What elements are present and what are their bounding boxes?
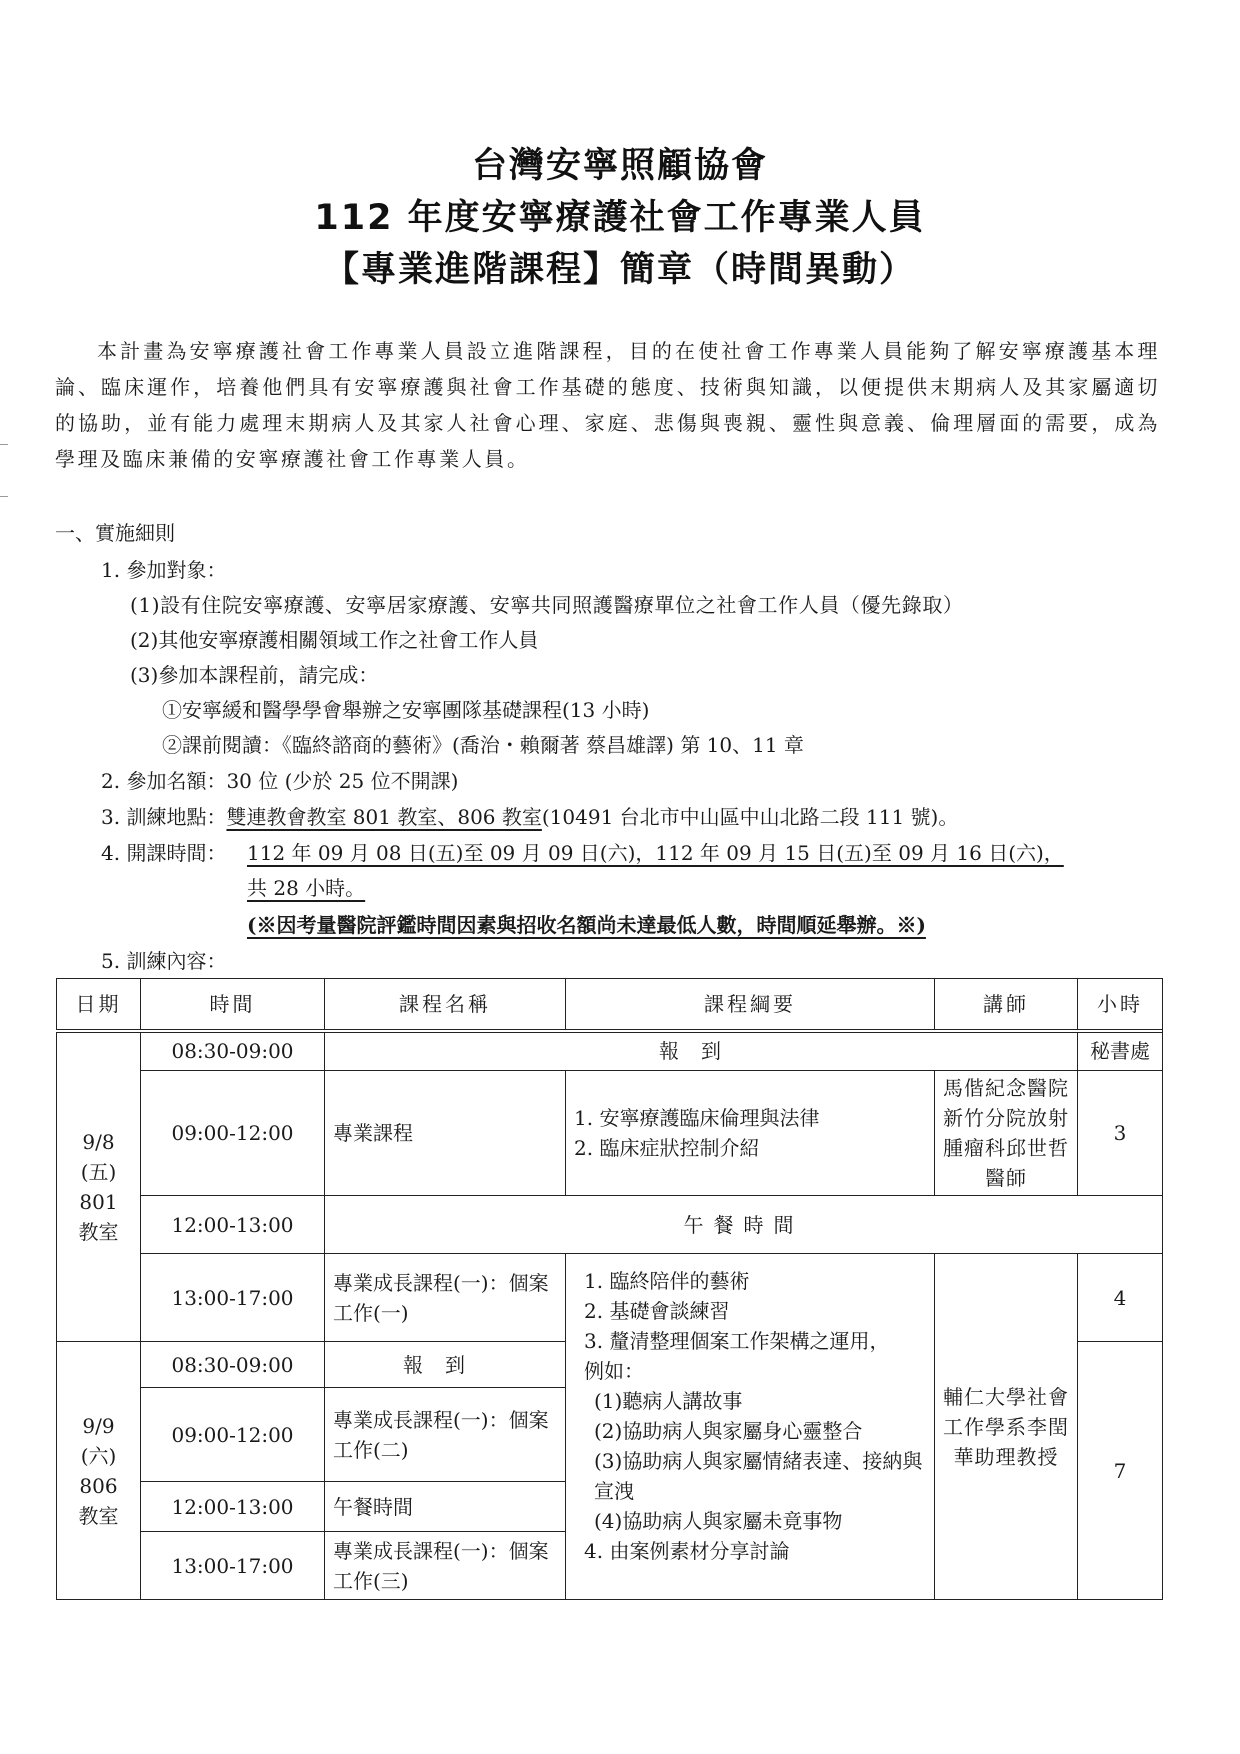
scan-margin-mark [0,444,8,445]
item2 [101,768,458,794]
time-cell: 09:00-12:00 [141,1071,325,1196]
shared-outline-cell [566,1254,935,1600]
course-cell: 專業成長課程(一)：個案工作(三) [325,1532,566,1600]
outline-line: (4)協助病人與家屬未竟事物 [594,1509,843,1533]
outline-line: 2. 臨床症狀控制介紹 [574,1136,760,1160]
table-row [57,1196,1163,1254]
scan-margin-mark [0,496,8,497]
time-cell: 08:30-09:00 [141,1031,325,1071]
item1-sub1: (1)設有住院安寧療護、安寧居家療護、安寧共同照護醫療單位之社會工作人員（優先錄取） [130,593,964,617]
day2-weekday: (六) [80,1443,117,1468]
course-cell: 專業成長課程(一)：個案工作(一) [325,1254,566,1342]
shared-lecturer-cell: 輔仁大學社會工作學系李閏華助理教授 [935,1254,1078,1600]
item2-value: 30 位 (少於 25 位不開課) [226,769,459,793]
item3 [101,804,958,830]
item4-line1: 112 年 09 月 08 日(五)至 09 月 09 日(六)，112 年 09 月 15 日(五)至 09 月 16 日(六)， [247,841,1064,865]
outline-line: 1. 安寧療護臨床倫理與法律 [574,1106,820,1130]
item4-line2: 共 28 小時。 [247,876,366,900]
outline-line: 1. 臨終陪伴的藝術 [584,1269,750,1293]
outline-cell [566,1071,935,1196]
program-title: 112 年度安寧療護社會工作專業人員 [314,198,926,238]
outline-line: 3. 釐清整理個案工作架構之運用，例如： [584,1329,890,1383]
day2-room: 806 [79,1473,118,1498]
item1-sub3b: ②課前閱讀：《臨終諮商的藝術》(喬治・賴爾著 蔡昌雄譯) 第 10、11 章 [162,733,804,757]
lunch-merged-cell: 午餐時間 [325,1196,1163,1254]
item2-label: 2. 參加名額： [101,769,227,793]
day2-date: 9/9 [82,1413,115,1438]
time-cell: 08:30-09:00 [141,1342,325,1388]
checkin-merged-cell: 報到 [325,1031,1078,1071]
course-title: 【專業進階課程】簡章（時間異動） [323,250,916,290]
item3-place: 雙連教會教室 801 教室、806 教室 [226,805,542,829]
table-row [57,1031,1163,1071]
header-time: 時間 [141,979,325,1031]
course-cell: 專業課程 [325,1071,566,1196]
day1-date: 9/8 [82,1129,115,1154]
time-cell: 13:00-17:00 [141,1254,325,1342]
intro-paragraph: 本計畫為安寧療護社會工作專業人員設立進階課程，目的在使社會工作專業人員能夠了解安寧療護基本理論、臨床運作，培養他們具有安寧療護與社會工作基礎的態度、技術與知識，以便提供末期病人及其家屬適切的協助，並有能力處理末期病人及其家人社會心理、家庭、悲傷與喪親、靈性與意義、倫理層面的需要，成為學理及臨床兼備的安寧療護社會工作專業人員。 [55,339,1160,471]
table-row [57,1254,1163,1342]
outline-line: (2)協助病人與家屬身心靈整合 [594,1419,863,1443]
outline-line: (1)聽病人講故事 [594,1389,743,1413]
header-date: 日期 [57,979,141,1031]
table-header-row [57,979,1163,1031]
item3-address: (10491 台北市中山區中山北路二段 111 號)。 [541,805,959,829]
section-heading: 一、實施細則 [55,521,175,545]
time-cell: 13:00-17:00 [141,1532,325,1600]
day2-date-cell [57,1342,141,1600]
time-cell: 09:00-12:00 [141,1388,325,1482]
table-row [57,1071,1163,1196]
day2-room-suffix: 教室 [78,1503,119,1528]
header-outline: 課程綱要 [566,979,935,1031]
item1-label: 1. 參加對象： [101,558,227,582]
document-title [0,140,1240,296]
lecturer-cell: 馬偕紀念醫院新竹分院放射腫瘤科邱世哲醫師 [935,1071,1078,1196]
day1-room: 801 [79,1189,118,1214]
course-cell: 報到 [325,1342,566,1388]
time-cell: 12:00-13:00 [141,1482,325,1532]
outline-line: (3)協助病人與家屬情緒表達、接納與宣洩 [594,1449,923,1503]
day1-weekday: (五) [80,1159,117,1184]
item3-label: 3. 訓練地點： [101,805,227,829]
header-hours: 小時 [1078,979,1163,1031]
item4-note: (※因考量醫院評鑑時間因素與招收名額尚未達最低人數，時間順延舉辦。※) [247,913,926,937]
hours-cell: 7 [1078,1342,1163,1600]
day1-date-cell [57,1031,141,1342]
header-course: 課程名稱 [325,979,566,1031]
header-lecturer: 講師 [935,979,1078,1031]
org-title: 台灣安寧照顧協會 [471,146,768,186]
item5-label: 5. 訓練內容： [101,949,227,973]
day1-room-suffix: 教室 [78,1219,119,1244]
item1-sub2: (2)其他安寧療護相關領域工作之社會工作人員 [130,628,539,652]
hours-cell: 4 [1078,1254,1163,1342]
hours-cell: 3 [1078,1071,1163,1196]
lecturer-cell: 秘書處 [1078,1031,1163,1071]
outline-line: 2. 基礎會談練習 [584,1299,730,1323]
course-cell: 午餐時間 [325,1482,566,1532]
outline-line: 4. 由案例素材分享討論 [584,1539,790,1563]
item1-sub3: (3)參加本課程前，請完成： [130,663,379,687]
item1-sub3a: ①安寧緩和醫學學會舉辦之安寧團隊基礎課程(13 小時) [162,698,650,722]
time-cell: 12:00-13:00 [141,1196,325,1254]
item4-label: 4. 開課時間： [101,841,227,865]
course-cell: 專業成長課程(一)：個案工作(二) [325,1388,566,1482]
schedule-table [56,978,1163,1600]
